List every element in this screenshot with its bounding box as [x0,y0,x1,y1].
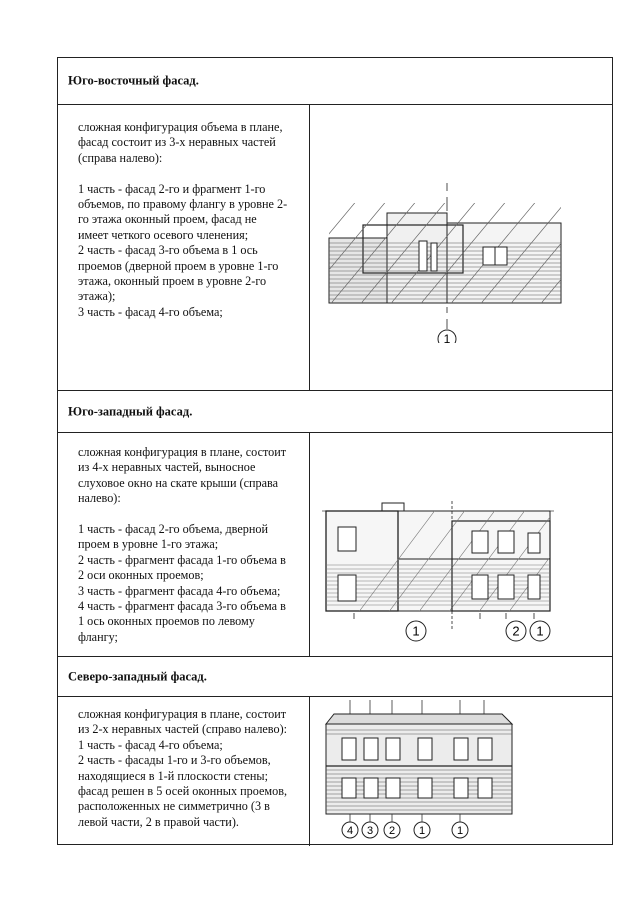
axis-marker-1b: 1 [456,825,464,837]
description-line: налево): [78,491,121,506]
description-line: 2 часть - фрагмент фасада 1-го объема в [78,552,286,567]
section-heading: Юго-восточный фасад. [68,73,199,88]
section-content-row-southwest [58,433,612,657]
description-line: из 4-х неравных частей, выносное [78,460,256,475]
facade-drawing-southwest [322,481,554,651]
description-line: 1 ось оконных проемов по левому [78,614,255,629]
description-line: фасад состоит из 3-х неравных частей [78,135,276,150]
description-line [78,166,306,181]
description-line: (справа налево): [78,150,163,165]
column-divider [309,697,310,846]
description-line: 3 часть - фрагмент фасада 4-го объема; [78,583,281,598]
description-line: флангу; [78,629,118,644]
section-description [78,445,306,645]
facade-description-table [57,57,613,845]
section-content-row-northwest [58,697,612,846]
axis-marker-3: 3 [366,825,374,837]
description-line: 3 часть - фасад 4-го объема; [78,304,223,319]
axis-marker-4: 4 [346,825,354,837]
description-line: этажа, оконный проем в уровне 2-го [78,274,267,289]
column-divider [309,105,310,390]
description-line [78,507,306,522]
description-line: проем в уровне 1-го этажа; [78,537,219,552]
description-line: сложная конфигурация объема в плане, [78,120,283,134]
section-heading: Северо-западный фасад. [68,669,207,683]
axis-marker-2: 2 [512,623,520,639]
description-line: этажа); [78,289,116,304]
description-line: 4 часть - фрагмент фасада 3-го объема в [78,599,286,614]
description-line: 2 часть - фасад 3-го объема в 1 ось [78,243,258,258]
axis-marker-1: 1 [418,825,426,837]
description-line: го этажа оконный проем, фасад не [78,212,257,227]
description-line: слуховое окно на скате крыши (справа [78,475,279,490]
description-line: имеет четкого осевого членения; [78,227,249,242]
axis-marker-1: 1 [412,623,420,639]
section-description [78,707,306,830]
column-divider [309,433,310,656]
description-line: объемов, по правому флангу в уровне 2- [78,197,288,212]
description-line: сложная конфигурация в плане, состоит [78,707,287,721]
section-heading-row-southeast [58,58,612,105]
axis-marker-3: 1 [536,623,544,639]
description-line: проемов (дверной проем в уровне 1-го [78,258,279,273]
facade-drawing-southeast [323,183,583,348]
description-line: 1 часть - фасад 2-го объема, дверной [78,522,268,537]
description-line: расположенных не симметрично (3 в [78,799,270,814]
section-description [78,120,306,320]
description-line: находящиеся в 1-й плоскости стены; [78,768,268,783]
description-line: 1 часть - фасад 4-го объема; [78,737,223,752]
description-line: 2 оси оконных проемов; [78,568,204,583]
section-content-row-southeast [58,105,612,391]
axis-marker-2: 2 [388,825,396,837]
description-line: из 2-х неравных частей (справо налево): [78,722,288,737]
section-heading-row-southwest [58,391,612,433]
section-heading-row-northwest [58,657,612,697]
axis-marker-1: 1 [443,332,451,343]
description-line: 1 часть - фасад 2-го и фрагмент 1-го [78,181,266,196]
description-line: 2 часть - фасады 1-го и 3-го объемов, [78,753,271,768]
section-heading: Юго-западный фасад. [68,404,193,418]
description-line: левой части, 2 в правой части). [78,814,239,829]
description-line: сложная конфигурация в плане, состоит [78,445,287,459]
facade-drawing-northwest [322,700,522,845]
description-line: фасад решен в 5 осей оконных проемов, [78,784,288,799]
